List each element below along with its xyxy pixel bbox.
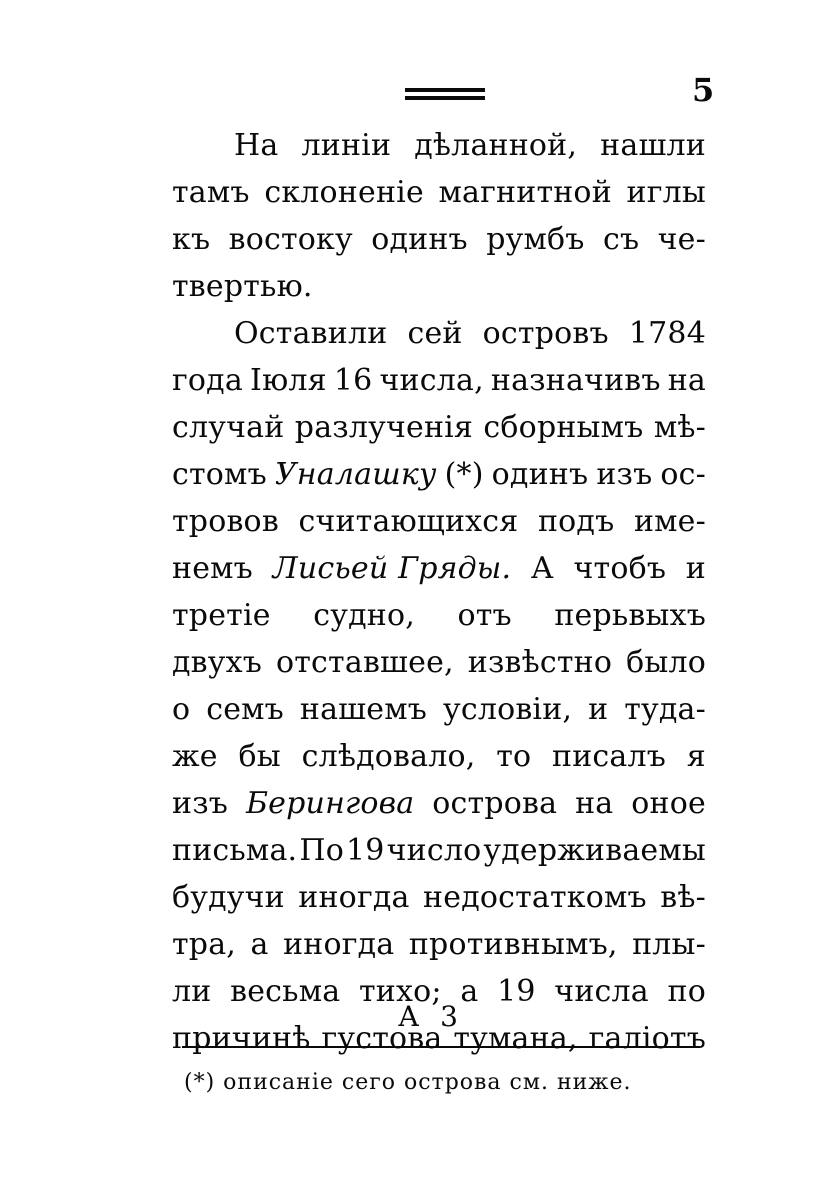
word: отставшее, [276, 645, 454, 680]
word: че- [657, 222, 706, 257]
word: иногда [283, 927, 395, 962]
text-line [172, 639, 706, 686]
word: и [588, 692, 609, 727]
word: иглы [626, 175, 706, 210]
word: бы [238, 739, 281, 774]
word: Оставили [234, 316, 388, 351]
text-line [172, 216, 706, 263]
word: случай [172, 410, 285, 445]
word: По [299, 833, 344, 868]
body-text [172, 122, 706, 1062]
word: перьвыхъ [554, 598, 706, 633]
word: тра, [172, 927, 237, 962]
word: на [667, 363, 706, 398]
word: на [575, 786, 614, 821]
word: ос- [660, 457, 706, 492]
word: разлученія [294, 410, 474, 445]
word: одинъ [491, 457, 589, 492]
word: немъ [172, 551, 253, 586]
word: причинѣ [172, 1021, 311, 1056]
word: будучи [172, 880, 285, 915]
word: дѣланной, [414, 128, 578, 163]
text-line [172, 545, 706, 592]
word: и [685, 551, 706, 586]
word: удерживаемы [483, 833, 706, 868]
word: нашемъ [299, 692, 428, 727]
word: одинъ [371, 222, 468, 257]
word: изъ [596, 457, 653, 492]
text-line [172, 827, 706, 874]
word: 19 [345, 833, 385, 868]
text-line [172, 592, 706, 639]
word: нашли [600, 128, 706, 163]
word: плы- [632, 927, 706, 962]
text-line [172, 451, 706, 498]
footnote: (*) описаніе сего острова см. ниже. [184, 1070, 632, 1095]
word: съ [602, 222, 640, 257]
word: тровов [172, 504, 279, 539]
word: же [172, 739, 218, 774]
word: име- [633, 504, 706, 539]
word: магнитной [438, 175, 612, 210]
word: востоку [228, 222, 353, 257]
word: письма. [172, 833, 298, 868]
word: линіи [301, 128, 392, 163]
word: условіи, [442, 692, 573, 727]
word: къ [172, 222, 211, 257]
word: острова [432, 786, 558, 821]
word: число [386, 833, 482, 868]
word: писалъ [552, 739, 667, 774]
word: отъ [457, 598, 512, 633]
page-number: 5 [692, 71, 715, 109]
text-line [172, 780, 706, 827]
word: стомъ [172, 457, 267, 492]
text-line [172, 122, 706, 169]
word: весьма [230, 974, 341, 1009]
word: 1784 [628, 316, 706, 351]
word: Іюля [250, 363, 327, 398]
word: румбъ [486, 222, 585, 257]
word: (*) [444, 457, 484, 492]
word: твертью. [172, 269, 313, 304]
word: числа [554, 974, 649, 1009]
word: Берингова [245, 786, 415, 821]
text-line [172, 921, 706, 968]
word: ли [172, 974, 212, 1009]
word: тумана, [453, 1021, 578, 1056]
word: сей [407, 316, 463, 351]
word: двухъ [172, 645, 263, 680]
text-line [172, 357, 706, 404]
word: противнымъ, [408, 927, 618, 962]
word: чтобъ [573, 551, 667, 586]
word: считающихся [298, 504, 519, 539]
word: третіе [172, 598, 271, 633]
word: туда- [624, 692, 706, 727]
word: извѣстно [467, 645, 613, 680]
word: а [250, 927, 269, 962]
text-line [172, 733, 706, 780]
word: назначивъ [490, 363, 661, 398]
header-ornament [405, 88, 485, 104]
word: судно, [313, 598, 415, 633]
word: оное [631, 786, 706, 821]
word: слѣдовало, [301, 739, 476, 774]
word: Лисьей Гряды. [272, 551, 512, 586]
word: было [626, 645, 706, 680]
text-line [172, 263, 706, 310]
text-line [172, 874, 706, 921]
text-line [172, 686, 706, 733]
text-line [172, 498, 706, 545]
word: густова [321, 1021, 443, 1056]
word: склоненіе [264, 175, 424, 210]
word: то [496, 739, 532, 774]
text-line [172, 404, 706, 451]
word: островъ [482, 316, 609, 351]
word: вѣ- [660, 880, 706, 915]
text-line [172, 310, 706, 357]
word: 16 [333, 363, 373, 398]
signature-mark: А 3 [398, 1000, 464, 1033]
word: а [460, 974, 479, 1009]
word: Уналашку [274, 457, 437, 492]
word: А [530, 551, 554, 586]
word: о [172, 692, 191, 727]
word: сборнымъ [483, 410, 644, 445]
word: подъ [537, 504, 615, 539]
word: числа, [379, 363, 484, 398]
word: года [172, 363, 243, 398]
word: На [234, 128, 279, 163]
word: 19 [497, 974, 536, 1009]
word: семъ [206, 692, 284, 727]
word: тихо; [358, 974, 442, 1009]
text-line [172, 169, 706, 216]
word: по [667, 974, 706, 1009]
word: я [686, 739, 706, 774]
word: галіотъ [588, 1021, 706, 1056]
word: недостаткомъ [423, 880, 647, 915]
word: тамъ [172, 175, 250, 210]
word: мѣ- [653, 410, 706, 445]
footnote-divider [182, 1046, 700, 1048]
word: изъ [172, 786, 229, 821]
word: иногда [298, 880, 410, 915]
